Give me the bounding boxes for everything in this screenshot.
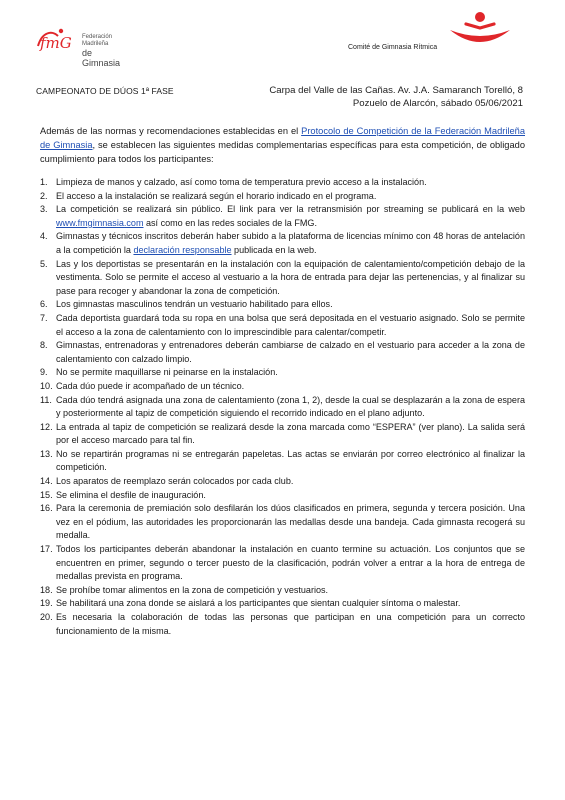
rule-link[interactable]: www.fmgimnasia.com [56,217,144,228]
logo-wordmark [82,34,124,68]
rule-item [40,394,525,421]
venue-info [223,84,523,110]
rule-number: 9. [40,367,48,378]
rule-number: 3. [40,204,48,215]
rule-text-after: así como en las redes sociales de la FMG. [143,217,317,228]
rule-text: No se permite maquillarse ni peinarse en la instalación. [56,367,278,378]
rule-text: Para la ceremonia de premiación solo desfilarán los dúos clasificados en primera, segunda y tercera posición. Una vez en el pódium, las autoridades les proporcionarán las medallas desde una bandeja. Cada gimnasta recogerá su medalla. [56,503,525,541]
rule-item [40,312,525,339]
rules-list [40,176,525,638]
championship-title: CAMPEONATO DE DÚOS 1ª FASE [36,86,174,96]
rule-item [40,203,525,230]
rule-number: 11. [40,394,52,405]
rule-item [40,502,525,543]
rule-number: 16. [40,503,53,514]
intro-paragraph [40,124,525,166]
rule-item [40,448,525,475]
rule-number: 6. [40,299,48,310]
venue-address: Carpa del Valle de las Cañas. Av. J.A. Samaranch Torelló, 8 [269,85,523,96]
rule-text: Se habilitará una zona donde se aislará a los participantes que sientan cualquier síntoma o malestar. [56,598,461,609]
rule-item [40,380,525,394]
rule-text: Los gimnastas masculinos tendrán un vestuario habilitado para ellos. [56,299,333,310]
rule-item [40,230,525,257]
rule-text: Todos los participantes deberán abandonar la instalación en cuanto termine su actuación. Los conjuntos que se encuentren en primer, segundo o tercer puesto de la clasificación, podrán volver a entrar a la hora de entrega de medallas prevista en programa. [56,544,525,582]
rule-text: Limpieza de manos y calzado, así como toma de temperatura previo acceso a la instalación. [56,177,427,187]
rule-item [40,421,525,448]
rule-link[interactable]: declaración responsable [133,244,232,255]
rule-text: El acceso a la instalación se realizará según el horario indicado en el programa. [56,190,377,201]
rule-item [40,543,525,584]
rule-number: 10. [40,380,53,391]
fmg-logo-mark [34,24,82,54]
rule-number: 12. [40,421,53,432]
rule-number: 18. [40,584,53,595]
rule-text-before: Gimnastas y técnicos inscritos deberán haber subido a la plataforma de licencias mínimo con 48 horas de antelación a la competición la [56,231,525,255]
rule-item [40,339,525,366]
rule-item [40,584,525,598]
rule-text: Se elimina el desfile de inauguración. [56,489,206,500]
rule-item [40,489,525,503]
rule-text: Cada dúo tendrá asignada una zona de calentamiento (zona 1, 2), desde la cual se desplazarán a la zona de espera y posteriormente al tapiz de competición siguiendo el recorrido indicado en el plano adjunto. [56,394,525,419]
rule-number: 17. [40,544,53,555]
logo-mark-text: fmG [40,34,72,52]
rule-number: 19. [40,598,53,609]
rule-text: La entrada al tapiz de competición se realizará desde la zona marcada como “ESPERA” (ver plano). La salida será por el acceso marcado para tal fin. [56,421,525,446]
rule-text: Gimnastas, entrenadoras y entrenadores deberán cambiarse de calzado en el vestuario para acceder a la zona de calentamiento con calzado limpio. [56,340,525,364]
rule-number: 14. [40,476,53,487]
protocol-link[interactable]: Protocolo de Competición de la Federación Madrileña de Gimnasia [40,126,525,150]
rule-item [40,258,525,299]
logo-line2: de Gimnasia [82,48,121,68]
rule-text-after: publicada en la web. [231,244,317,255]
rule-item [40,475,525,489]
rule-text-before: La competición se realizará sin público. El link para ver la retransmisión por streaming se publicará en la web [56,204,525,215]
rule-item [40,176,525,190]
rule-number: 8. [40,340,48,351]
venue-date: Pozuelo de Alarcón, sábado 05/06/2021 [352,98,523,109]
rule-text: Cada dúo puede ir acompañado de un técnico. [56,380,245,391]
rule-text: Se prohíbe tomar alimentos en la zona de competición y vestuarios. [56,584,329,595]
fmg-logo [34,24,124,68]
rule-text: Los aparatos de reemplazo serán colocados por cada club. [56,476,294,487]
rule-item [40,190,525,204]
rule-item [40,597,525,611]
rule-text: Las y los deportistas se presentarán en la instalación con la equipación de calentamiento/competición debajo de la vestimenta. Solo se permite el acceso al vestuario a la hora de entrada para dejar las pertenencias, y al finalizar su pase para recoger y abandonar la zona de competición. [56,258,525,296]
rule-number: 5. [40,258,48,269]
rule-number: 13. [40,448,53,459]
gymnast-logo-icon [440,10,520,50]
rule-item [40,611,525,638]
intro-text-before: Además de las normas y recomendaciones establecidas en el [40,126,302,136]
rule-number: 4. [40,231,48,242]
committee-name: Comité de Gimnasia Rítmica [348,44,438,51]
rule-number: 2. [40,190,48,201]
intro-text-after: , se establecen las siguientes medidas complementarias específicas para esta competición, de obligado cumplimiento para todos los participantes: [40,140,525,164]
rule-text: Cada deportista guardará toda su ropa en una bolsa que será depositada en el vestuario asignado. Solo se permite el acceso a la zona de calentamiento con lo imprescindible para calentar/competir. [56,312,525,337]
rule-text: No se repartirán programas ni se entregarán papeletas. Las actas se enviarán por correo electrónico al finalizar la competición. [56,448,525,473]
rule-number: 20. [40,612,53,622]
logo-line1: Federación Madrileña [82,34,113,47]
rule-item [40,366,525,380]
rule-number: 15. [40,489,53,500]
rule-item [40,298,525,312]
rule-text: Es necesaria la colaboración de todas las personas que participan en una competición para un correcto funcionamiento de la misma. [56,612,525,636]
rule-number: 7. [40,312,48,323]
rule-number: 1. [40,177,48,187]
